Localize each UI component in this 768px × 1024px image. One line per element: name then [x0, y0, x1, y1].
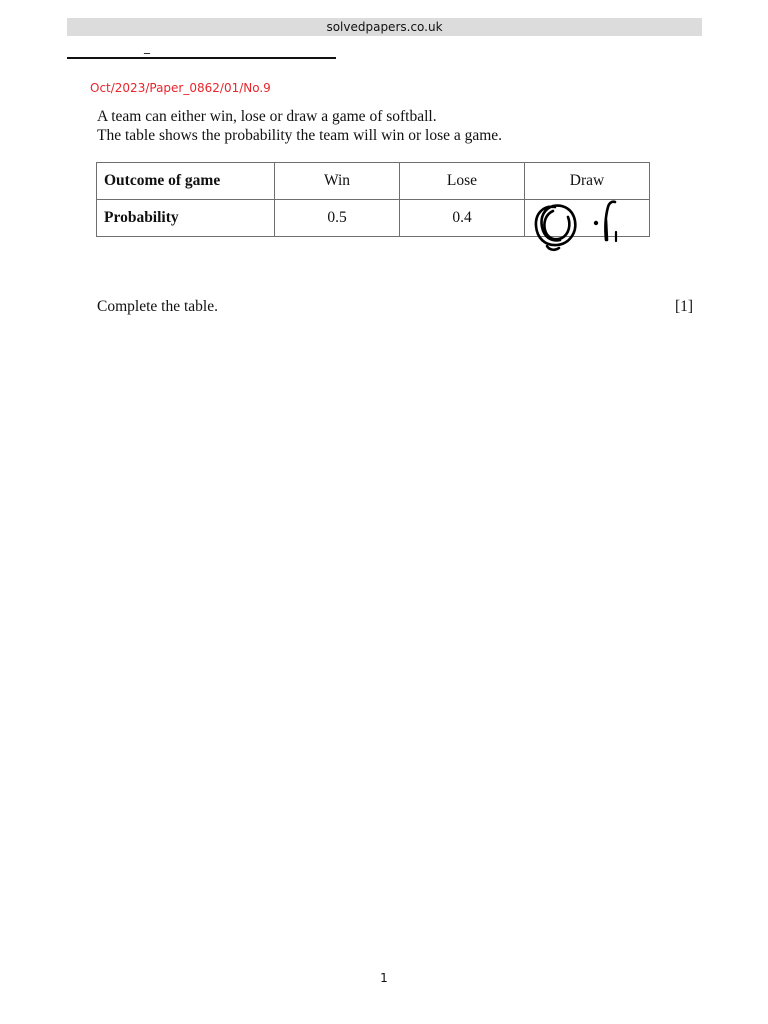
- row-header-probability: Probability: [97, 200, 275, 237]
- cell-lose-header: Lose: [400, 163, 525, 200]
- cell-draw-header: Draw: [525, 163, 650, 200]
- question-line-1: A team can either win, lose or draw a game of softball.: [97, 108, 437, 125]
- row-header-outcome: Outcome of game: [97, 163, 275, 200]
- paper-reference: Oct/2023/Paper_0862/01/No.9: [90, 81, 271, 95]
- marks-label: [1]: [675, 298, 694, 315]
- header-dash: _: [144, 40, 150, 54]
- handwritten-answer: [525, 200, 649, 256]
- cell-win-probability: 0.5: [275, 200, 400, 237]
- probability-table: [96, 162, 650, 237]
- cell-draw-probability[interactable]: [525, 200, 650, 237]
- page-number: 1: [380, 971, 388, 985]
- header-rule: [67, 57, 336, 59]
- site-banner: solvedpapers.co.uk: [67, 18, 702, 36]
- instruction-text: Complete the table.: [97, 298, 218, 315]
- table-row-probability: [97, 200, 650, 237]
- cell-lose-probability: 0.4: [400, 200, 525, 237]
- question-line-2: The table shows the probability the team will win or lose a game.: [97, 127, 503, 144]
- cell-win-header: Win: [275, 163, 400, 200]
- table-row-outcome: [97, 163, 650, 200]
